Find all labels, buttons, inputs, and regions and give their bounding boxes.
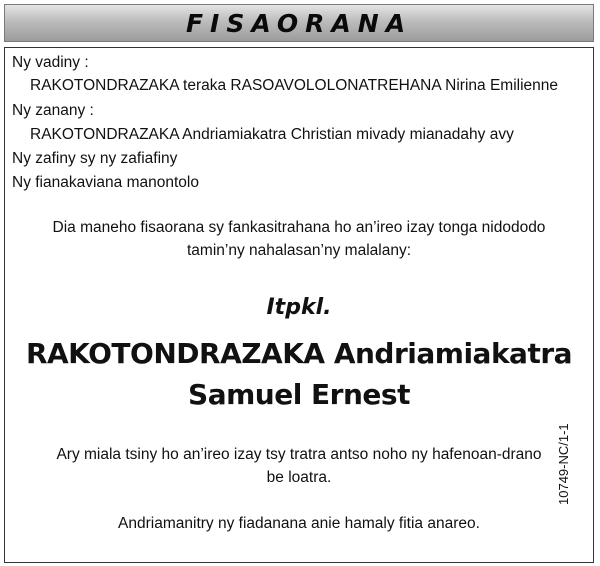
header-title: FISAORANA: [185, 8, 413, 38]
parents-value: RAKOTONDRAZAKA teraka RASOAVOLOLONATREHANA Nirina Emilienne: [30, 77, 559, 94]
children-value: RAKOTONDRAZAKA Andriamiakatra Christian mivady mianadahy avy: [30, 126, 514, 143]
intro-line-2: tamin’ny nahalasan’ny malalany:: [186, 242, 412, 259]
announcement-header: [4, 4, 594, 42]
closing-line-1: Ary miala tsiny ho an’ireo izay tsy tratra antso noho ny hafenoan-drano: [56, 446, 542, 463]
parents-label: Ny vadiny :: [12, 54, 89, 71]
intro-line-1: Dia maneho fisaorana sy fankasitrahana ho an’ireo izay tonga nidododo: [52, 219, 546, 236]
deceased-title: Itpkl.: [266, 295, 332, 320]
closing-blessing: Andriamanitry ny fiadanana anie hamaly fitia anareo.: [118, 515, 480, 532]
closing-line-2: be loatra.: [266, 469, 332, 486]
deceased-name-line-2: Samuel Ernest: [188, 378, 410, 411]
deceased-name-line-1: RAKOTONDRAZAKA Andriamiakatra: [25, 337, 573, 370]
relatives-line: Ny fianakaviana manontolo: [12, 174, 199, 191]
reference-code: 10749-NC/1-1: [556, 423, 571, 505]
grandchildren-line: Ny zafiny sy ny zafiafiny: [12, 150, 178, 167]
announcement-body: [4, 47, 594, 563]
children-label: Ny zanany :: [12, 102, 94, 119]
